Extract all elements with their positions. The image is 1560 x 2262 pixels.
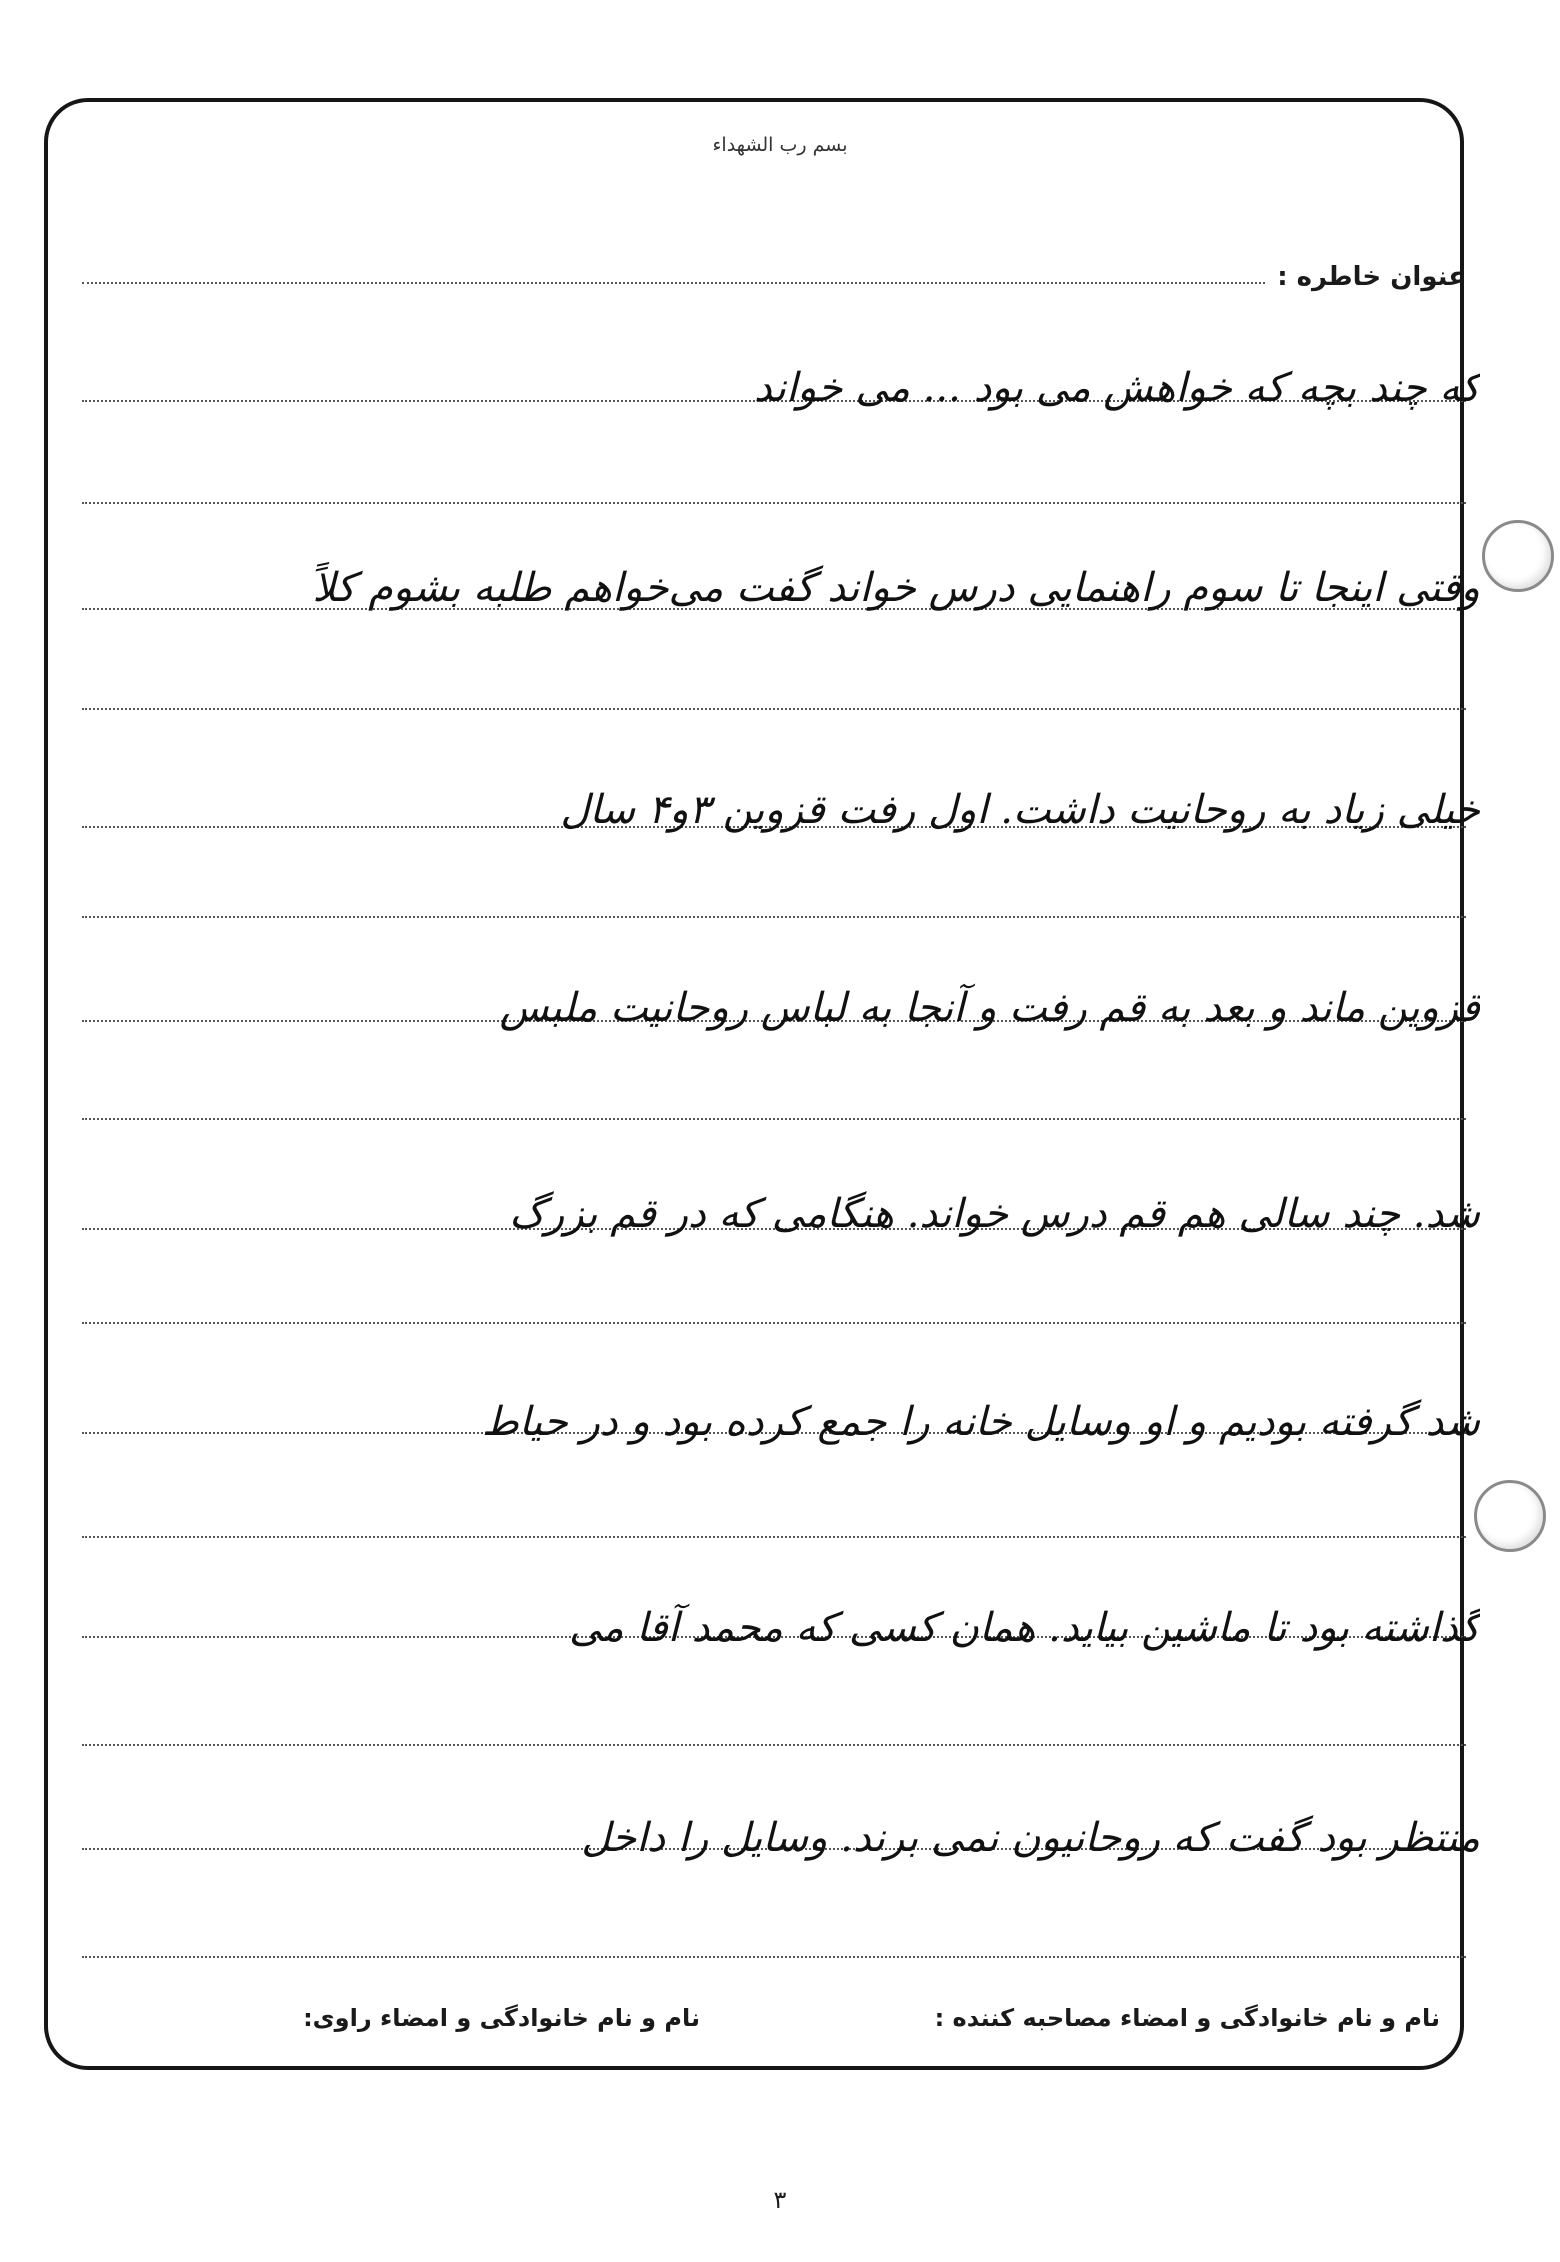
- ruled-line: [82, 1118, 1466, 1120]
- narrator-signature-label: نام و نام خانوادگی و امضاء راوی:: [303, 2004, 700, 2032]
- subject-label: عنوان خاطره :: [1277, 262, 1466, 292]
- handwritten-line: شد. چند سالی هم قم درس خواند. هنگامی که در قم بزرگ: [509, 1191, 1480, 1237]
- ruled-line: [82, 1536, 1466, 1538]
- interviewer-signature-label: نام و نام خانوادگی و امضاء مصاحبه کننده :: [934, 2004, 1440, 2032]
- handwritten-line: منتظر بود گفت که روحانیون نمی برند. وسایل را داخل: [581, 1815, 1480, 1861]
- punch-hole: [1474, 1480, 1546, 1552]
- handwritten-line: خیلی زیاد به روحانیت داشت. اول رفت قزوین ۳و۴ سال: [560, 787, 1480, 833]
- subject-row: [82, 252, 1466, 292]
- ruled-line: [82, 708, 1466, 710]
- handwritten-line: وقتی اینجا تا سوم راهنمایی درس خواند گفت می‌خواهم طلبه بشوم کلاً: [312, 565, 1480, 611]
- ruled-line: [82, 1322, 1466, 1324]
- page-number: ۳: [773, 2186, 787, 2214]
- ruled-line: [82, 916, 1466, 918]
- ruled-line: [82, 1744, 1466, 1746]
- handwritten-line: که چند بچه که خواهش می بود ... می خواند: [753, 365, 1480, 411]
- handwritten-line: شد گرفته بودیم و او وسایل خانه را جمع کرده بود و در حیاط: [481, 1399, 1480, 1445]
- handwritten-line: قزوین ماند و بعد به قم رفت و آنجا به لباس روحانیت ملبس: [499, 985, 1480, 1031]
- subject-field: [82, 282, 1265, 284]
- ruled-line: [82, 502, 1466, 504]
- punch-hole: [1482, 520, 1554, 592]
- ruled-line: [82, 1956, 1466, 1958]
- handwritten-line: گذاشته بود تا ماشین بیاید. همان کسی که محمد آقا می: [568, 1605, 1480, 1651]
- header-title: بسم رب الشهداء: [712, 134, 848, 156]
